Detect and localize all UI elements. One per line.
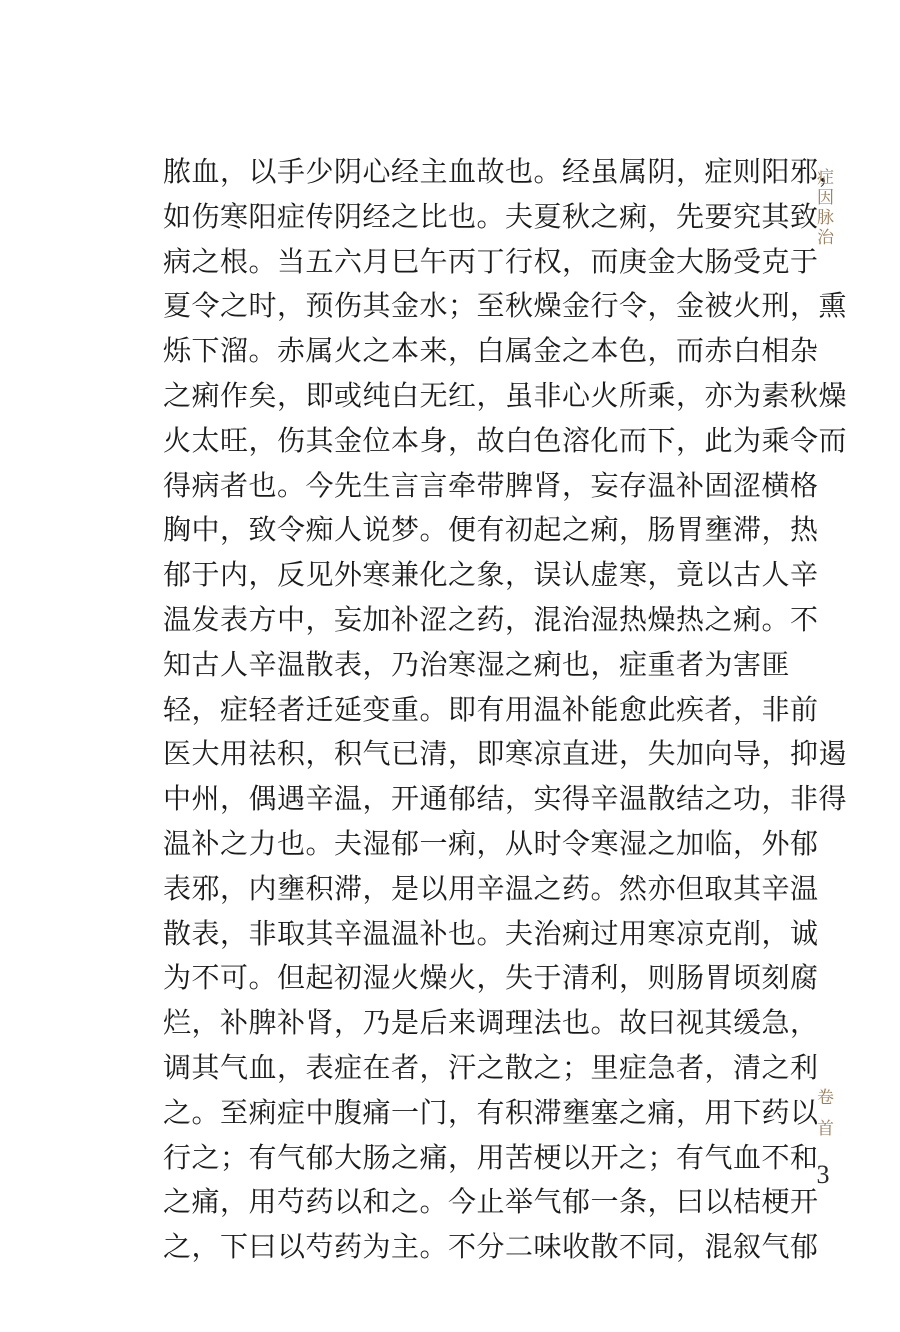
running-head-section: 症因脉治: [813, 168, 833, 248]
text-line: 脓血，以手少阴心经主血故也。经虽属阴，症则阳邪，: [163, 155, 848, 188]
text-line: 夏令之时，预伤其金水；至秋燥金行令，金被火刑，熏: [163, 289, 848, 323]
text-line: 胸中，致令痴人说梦。便有初起之痢，肠胃壅滞，热: [163, 513, 819, 547]
text-line: 表邪，内壅积滞，是以用辛温之药。然亦但取其辛温: [163, 871, 819, 905]
text-line: 如伤寒阳症传阴经之比也。夫夏秋之痢，先要究其致: [163, 199, 819, 233]
running-head-chapter: 卷首: [813, 1088, 833, 1150]
text-line: 之，下曰以芍药为主。不分二味收散不同，混叙气郁: [163, 1230, 819, 1264]
text-line: 温补之力也。夫湿郁一痢，从时令寒湿之加临，外郁: [163, 826, 819, 860]
text-line: 之痢作矣，即或纯白无红，虽非心火所乘，亦为素秋燥: [163, 378, 848, 412]
text-line: 郁于内，反见外寒兼化之象，误认虚寒，竟以古人辛: [163, 558, 819, 592]
page-number: 3: [816, 1160, 830, 1189]
text-line: 知古人辛温散表，乃治寒湿之痢也，症重者为害匪: [163, 647, 791, 681]
text-line: 为不可。但起初湿火燥火，失于清利，则肠胃顷刻腐: [163, 961, 819, 995]
text-line: 得病者也。今先生言言牵带脾肾，妄存温补固涩横格: [163, 468, 819, 502]
text-line: 之。至痢症中腹痛一门，有积滞壅塞之痛，用下药以: [163, 1095, 819, 1129]
text-line: 轻，症轻者迁延变重。即有用温补能愈此疾者，非前: [163, 692, 819, 726]
text-line: 调其气血，表症在者，汗之散之；里症急者，清之利: [163, 1050, 819, 1084]
text-line: 烂，补脾补肾，乃是后来调理法也。故曰视其缓急，: [163, 1006, 819, 1040]
text-line: 烁下溜。赤属火之本来，白属金之本色，而赤白相杂: [163, 334, 819, 368]
text-line: 火太旺，伤其金位本身，故白色溶化而下，此为乘令而: [163, 423, 848, 457]
text-line: 病之根。当五六月巳午丙丁行权，而庚金大肠受克于: [163, 244, 819, 278]
text-line: 温发表方中，妄加补涩之药，混治湿热燥热之痢。不: [163, 602, 819, 636]
text-line: 中州，偶遇辛温，开通郁结，实得辛温散结之功，非得: [163, 782, 848, 816]
text-line: 医大用祛积，积气已清，即寒凉直进，失加向导，抑遏: [163, 737, 848, 771]
text-line: 之痛，用芍药以和之。今止举气郁一条，曰以桔梗开: [163, 1185, 819, 1219]
text-line: 行之；有气郁大肠之痛，用苦梗以开之；有气血不和: [163, 1140, 819, 1174]
text-line: 散表，非取其辛温温补也。夫治痢过用寒凉克削，诚: [163, 916, 819, 950]
